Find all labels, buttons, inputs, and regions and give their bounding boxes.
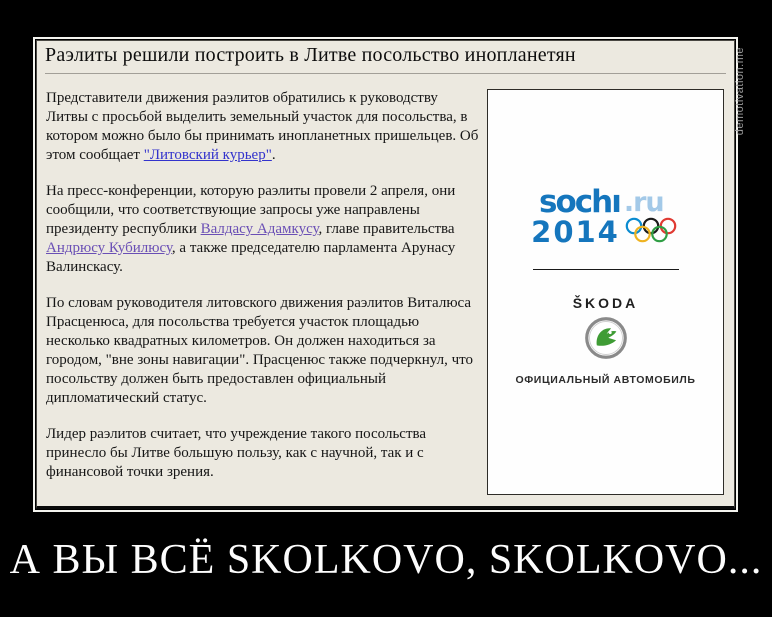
paragraph-text: , а также председателю парламента Арунасу Валинскасу.	[46, 240, 456, 275]
paragraph-text: На пресс-конференции, которую раэлиты провели 2 апреля, они сообщили, что соответствующие запросы уже направлены президенту республики	[46, 183, 456, 237]
skoda-tagline: ОФИЦИАЛЬНЫЙ АВТОМОБИЛЬ	[515, 374, 696, 386]
article-paragraph-4: Лидер раэлитов считает, что учреждение такого посольства принесло бы Литве большую пользу, как с научной, так и с финансовой точки зрения.	[46, 426, 427, 480]
article-screenshot	[36, 40, 735, 509]
article-paragraph-1	[46, 89, 482, 165]
sochi-2014-logo	[531, 184, 680, 249]
link-andrius-kubilius[interactable]: Андрюсу Кубилюсу	[46, 240, 172, 256]
watermark: demotivation.me	[734, 47, 746, 136]
olympic-rings-icon	[624, 217, 680, 248]
skoda-winged-arrow-icon	[488, 316, 723, 365]
sochi-wordmark: sochı	[539, 184, 620, 220]
ad-banner[interactable]	[487, 89, 724, 495]
link-valdas-adamkus[interactable]: Валдасу Адамкусу	[200, 221, 319, 237]
sochi-year: 2014	[531, 214, 620, 249]
article-body	[46, 89, 482, 499]
demotivator-frame	[33, 37, 738, 512]
ad-divider	[533, 269, 679, 270]
paragraph-text: .	[271, 147, 276, 163]
article-paragraph-3: По словам руководителя литовского движения раэлитов Виталюса Прасценюса, для посольства требуется участок площадью несколько квадратных километров. Он должен находиться за городом, "вне зоны навигации". Прасценюс также подчеркнул, что посольству должен быть предоставлен официальный дипломатический статус.	[46, 295, 474, 406]
article-title: Раэлиты решили построить в Литве посольство инопланетян	[45, 44, 726, 74]
article-paragraph-2	[46, 182, 482, 277]
caption: А ВЫ ВСЁ SKOLKOVO, SKOLKOVO...	[9, 537, 763, 583]
paragraph-text: , главе правительства	[318, 221, 455, 237]
skoda-wordmark: ŠKODA	[572, 295, 639, 311]
sochi-domain: .ru	[623, 187, 664, 218]
link-litovsky-kuryer[interactable]: "Литовский курьер"	[143, 147, 272, 163]
paragraph-text: Представители движения раэлитов обратились к руководству Литвы с просьбой выделить земельный участок для посольства, в котором можно было бы принимать инопланетных пришельцев. Об этом сообщает	[46, 90, 479, 163]
